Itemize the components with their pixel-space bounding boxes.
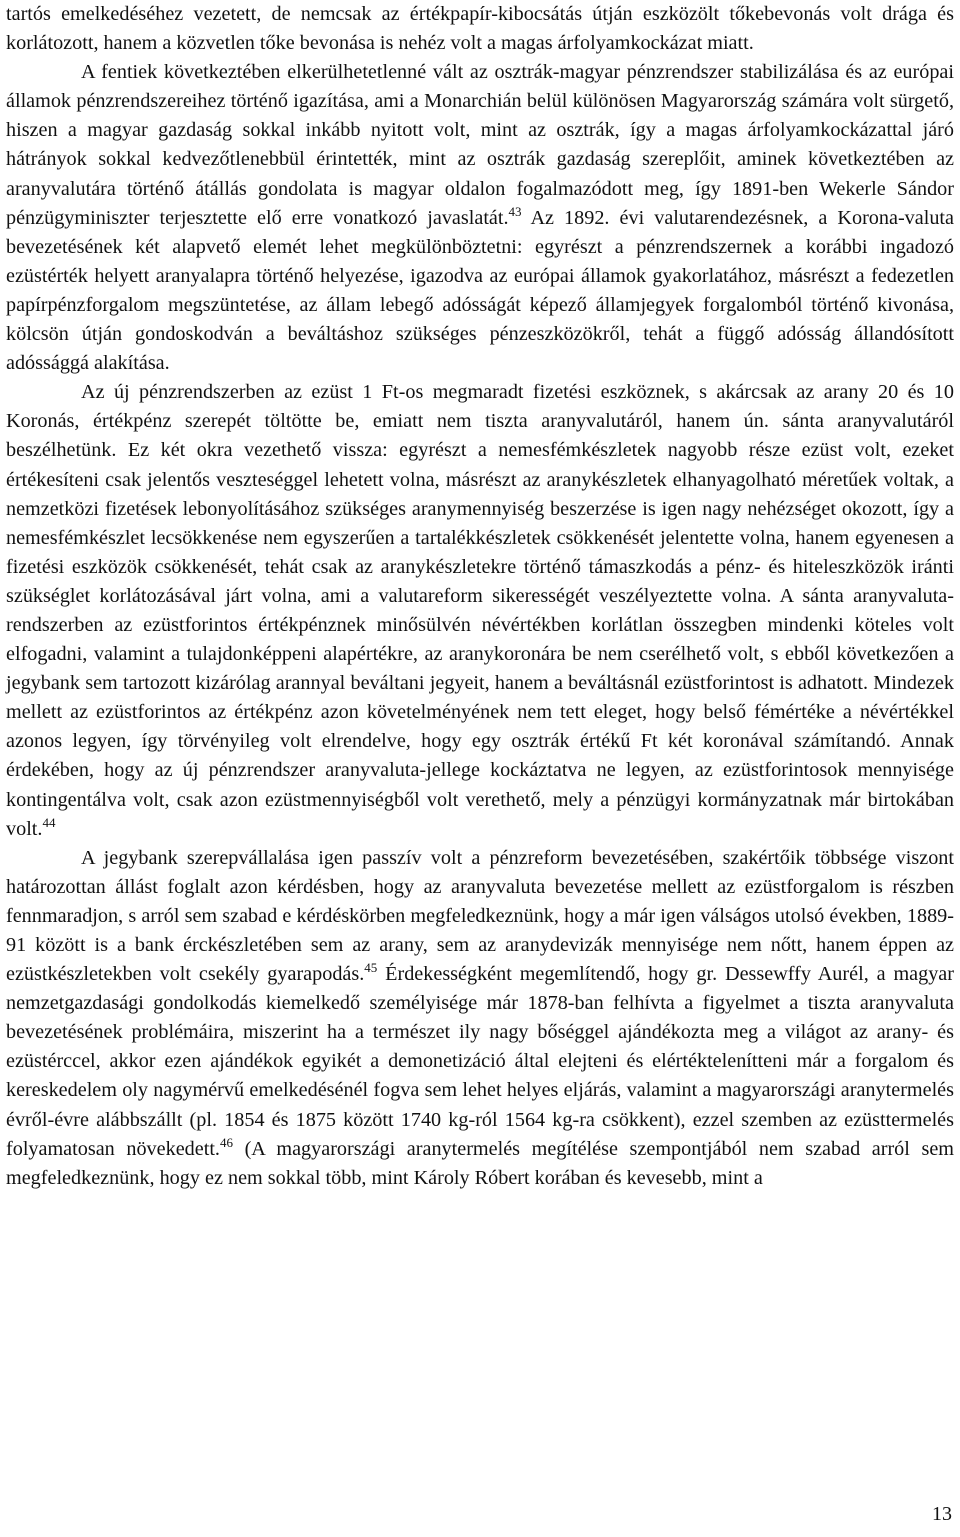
paragraph-text: Az új pénzrendszerben az ezüst 1 Ft-os megmaradt fizetési eszköznek, s akárcsak az arany 20 és 10 Koronás, értékpénz szerepét töltötte be, emiatt nem tiszta aranyvalutáról, hanem ún. sánta aranyvalutáról beszélhetünk. Ez két okra vezethető vissza: egyrészt a nemesfémkészletek nagyobb része ezüst volt, ezeket értékesíteni csak jelentős veszteséggel lehetett volna, másrészt az aranykészletek elhanyagolható méretűek voltak, a nemzetközi fizetések lebonyolításához szükséges aranymennyiség beszerzése is igen nagy nehézséget okozott, így a nemesfémkészlet lecsökkenése nem egyszerűen a tartalékkészletek csökkenését jelentette volna, hanem egyenesen a fizetési eszközök csökkenését, tehát csak az aranykészletekre történő támaszkodás a pénz- és hiteleszközök iránti szükséglet korlátozásával járt volna, ami a valutareform sikerességét veszélyeztette volna. A sánta aranyvaluta-rendszerben az ezüstforintos értékpénznek minősülvén névértékben korlátlan összegben mindenki köteles volt elfogadni, valamint a tulajdonképpeni alapértékre, az aranykoronára be nem cserélhető volt, s ebből következően a jegybank sem tartozott kizárólag arannyal beváltani jegyeit, hanem a beváltásnál ezüstforintost is adhatott. Mindezek mellett az ezüstforintos az értékpénz azon követelményének nem tett eleget, hogy belső fémértéke a névértékkel azonos legyen, így törvényileg volt elrendelve, hogy egy osztrák értékű Ft két koronával számítandó. Annak érdekében, hogy az új pénzrendszer aranyvaluta-jellege kockáztatva ne legyen, az ezüstforintosok mennyisége kontingentálva volt, csak azon ezüstmennyiségből volt verethető, mely a pénzügyi kormányzatnak már birtokában volt. [6,381,954,840]
paragraph-text: tartós emelkedéséhez vezetett, de nemcsak az értékpapír-kibocsátás útján eszközölt tőkebevonás volt drága és korlátozott, hanem a közvetlen tőke bevonása is nehéz volt a magas árfolyamkockázat miatt. [6,3,954,55]
footnote-ref-44[interactable]: 44 [42,814,56,830]
footnote-ref-43[interactable]: 43 [508,203,522,219]
paragraph-text: Az 1892. évi valutarendezésnek, a Korona-valuta bevezetésének két alapvető elemét lehet megkülönböztetni: egyrészt a pénzrendszernek a korábbi ingadozó ezüstérték helyett aranyalapra történő helyezése, igazodva az európai államok gyakorlatához, másrészt a fedezetlen papírpénzforgalom megszüntetése, az állam lebegő adósságát képező államjegyek forgalomból történő kivonása, kölcsön útján gondoskodván a beváltáshoz szükséges pénzeszközökről, tehát a függő adósság állandósított adóssággá alakítása. [6,206,954,375]
footnote-ref-45[interactable]: 45 [364,960,378,976]
paragraph-3 [6,378,954,844]
paragraph-text: A jegybank szerepvállalása igen passzív volt a pénzreform bevezetésében, szakértőik többsége viszont határozottan állást foglalt azon kérdésben, hogy az aranyvaluta bevezetése mellett az ezüstforgalom is részben fennmaradjon, s arról sem szabad e kérdéskörben megfeledkeznünk, hogy a már igen válságos utolsó években, 1889-91 között is a bank érckészletében sem az arany, sem az aranydevizák mennyisége nem nőtt, hanem éppen az ezüstkészletekben volt csekély gyarapodás. [6,846,954,986]
paragraph-text: A fentiek következtében elkerülhetetlenné vált az osztrák-magyar pénzrendszer stabilizálása és az európai államok pénzrendszereihez történő igazítása, ami a Monarchián belül különösen Magyarország számára volt sürgető, hiszen a magyar gazdaság sokkal inkább nyitott volt, mint az osztrák, így a magas árfolyamkockázattal járó hátrányok sokkal kedvezőtlenebbül érintették, mint az osztrák gazdaság szereplőit, aminek következtében az aranyvalutára történő átállás gondolata is magyar oldalon fogalmazódott meg, így 1891-ben Wekerle Sándor pénzügyminiszter terjesztette elő erre vonatkozó javaslatát. [6,61,954,229]
footnote-ref-46[interactable]: 46 [219,1134,233,1150]
document-page [6,0,954,1193]
paragraph-4 [6,844,954,1193]
paragraph-2 [6,58,954,378]
page-number: 13 [932,1503,952,1525]
paragraph-text: Érdekességként megemlítendő, hogy gr. Dessewffy Aurél, a magyar nemzetgazdasági gondolkodás kiemelkedő személyisége már 1878-ban felhívta a figyelmet a tiszta aranyvaluta bevezetésének problémáira, miszerint ha a természet ily nagy bőséggel ajándékozta meg a világot az arany- és ezüstérccel, akkor ezen ajándékok egyikét a demonetizáció által elejteni és elértéktelenítteni már a forgalom és kereskedelem oly nagymérvű emelkedésénél fogva sem lehet helyes eljárás, valamint a magyarországi aranytermelés évről-évre alábbszállt (pl. 1854 és 1875 között 1740 kg-ról 1564 kg-ra csökkent), ezzel szemben az ezüsttermelés folyamatosan növekedett. [6,963,954,1160]
paragraph-1 [6,0,954,58]
paragraph-text: (A magyarországi aranytermelés megítélése szempontjából nem szabad arról sem megfeledkeznünk, hogy ez nem sokkal több, mint Károly Róbert korában és kevesebb, mint a [6,1137,954,1189]
